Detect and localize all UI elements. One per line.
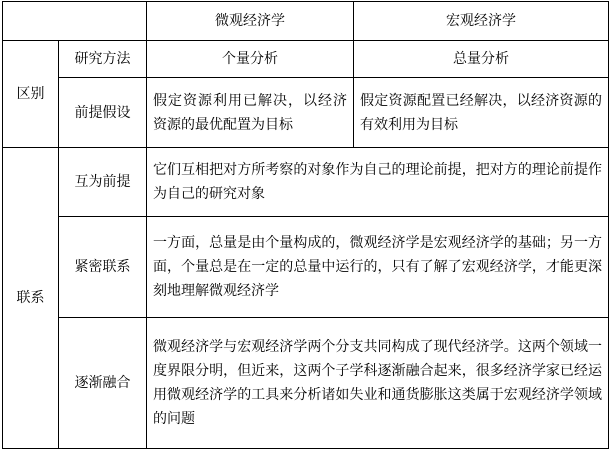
- aspect-cell: 互为前提: [59, 148, 147, 217]
- aspect-cell: 前提假设: [59, 78, 147, 148]
- table-row: [3, 318, 609, 449]
- comparison-table-wrapper: [2, 1, 608, 448]
- relation-text-cell: 一方面，总量是由个量构成的，微观经济学是宏观经济学的基础；另一方面，个量总是在一定的总量中运行的，只有了解了宏观经济学，才能更深刻地理解微观经济学: [147, 217, 609, 318]
- relation-text-cell: 它们互相把对方所考察的对象作为自己的理论前提，把对方的理论前提作为自己的研究对象: [147, 148, 609, 217]
- header-macro: 宏观经济学: [354, 2, 609, 41]
- table-row: [3, 41, 609, 78]
- relation-label: 联系: [3, 148, 59, 449]
- aspect-cell: 紧密联系: [59, 217, 147, 318]
- aspect-cell: 逐渐融合: [59, 318, 147, 449]
- micro-cell: 个量分析: [147, 41, 354, 78]
- relation-text-cell: 微观经济学与宏观经济学两个分支共同构成了现代经济学。这两个领域一度界限分明，但近来，这两个子学科逐渐融合起来，很多经济学家已经运用微观经济学的工具来分析诸如失业和通货膨胀这类属于宏观经济学领域的问题: [147, 318, 609, 449]
- difference-label: 区别: [3, 41, 59, 148]
- micro-cell: 假定资源利用已解决，以经济资源的最优配置为目标: [147, 78, 354, 148]
- macro-cell: 总量分析: [354, 41, 609, 78]
- macro-cell: 假定资源配置已经解决，以经济资源的有效利用为目标: [354, 78, 609, 148]
- comparison-table: [2, 1, 609, 449]
- table-row: [3, 217, 609, 318]
- table-row: [3, 148, 609, 217]
- table-row: [3, 78, 609, 148]
- header-row: [3, 2, 609, 41]
- aspect-cell: 研究方法: [59, 41, 147, 78]
- header-micro: 微观经济学: [147, 2, 354, 41]
- corner-cell: [3, 2, 147, 41]
